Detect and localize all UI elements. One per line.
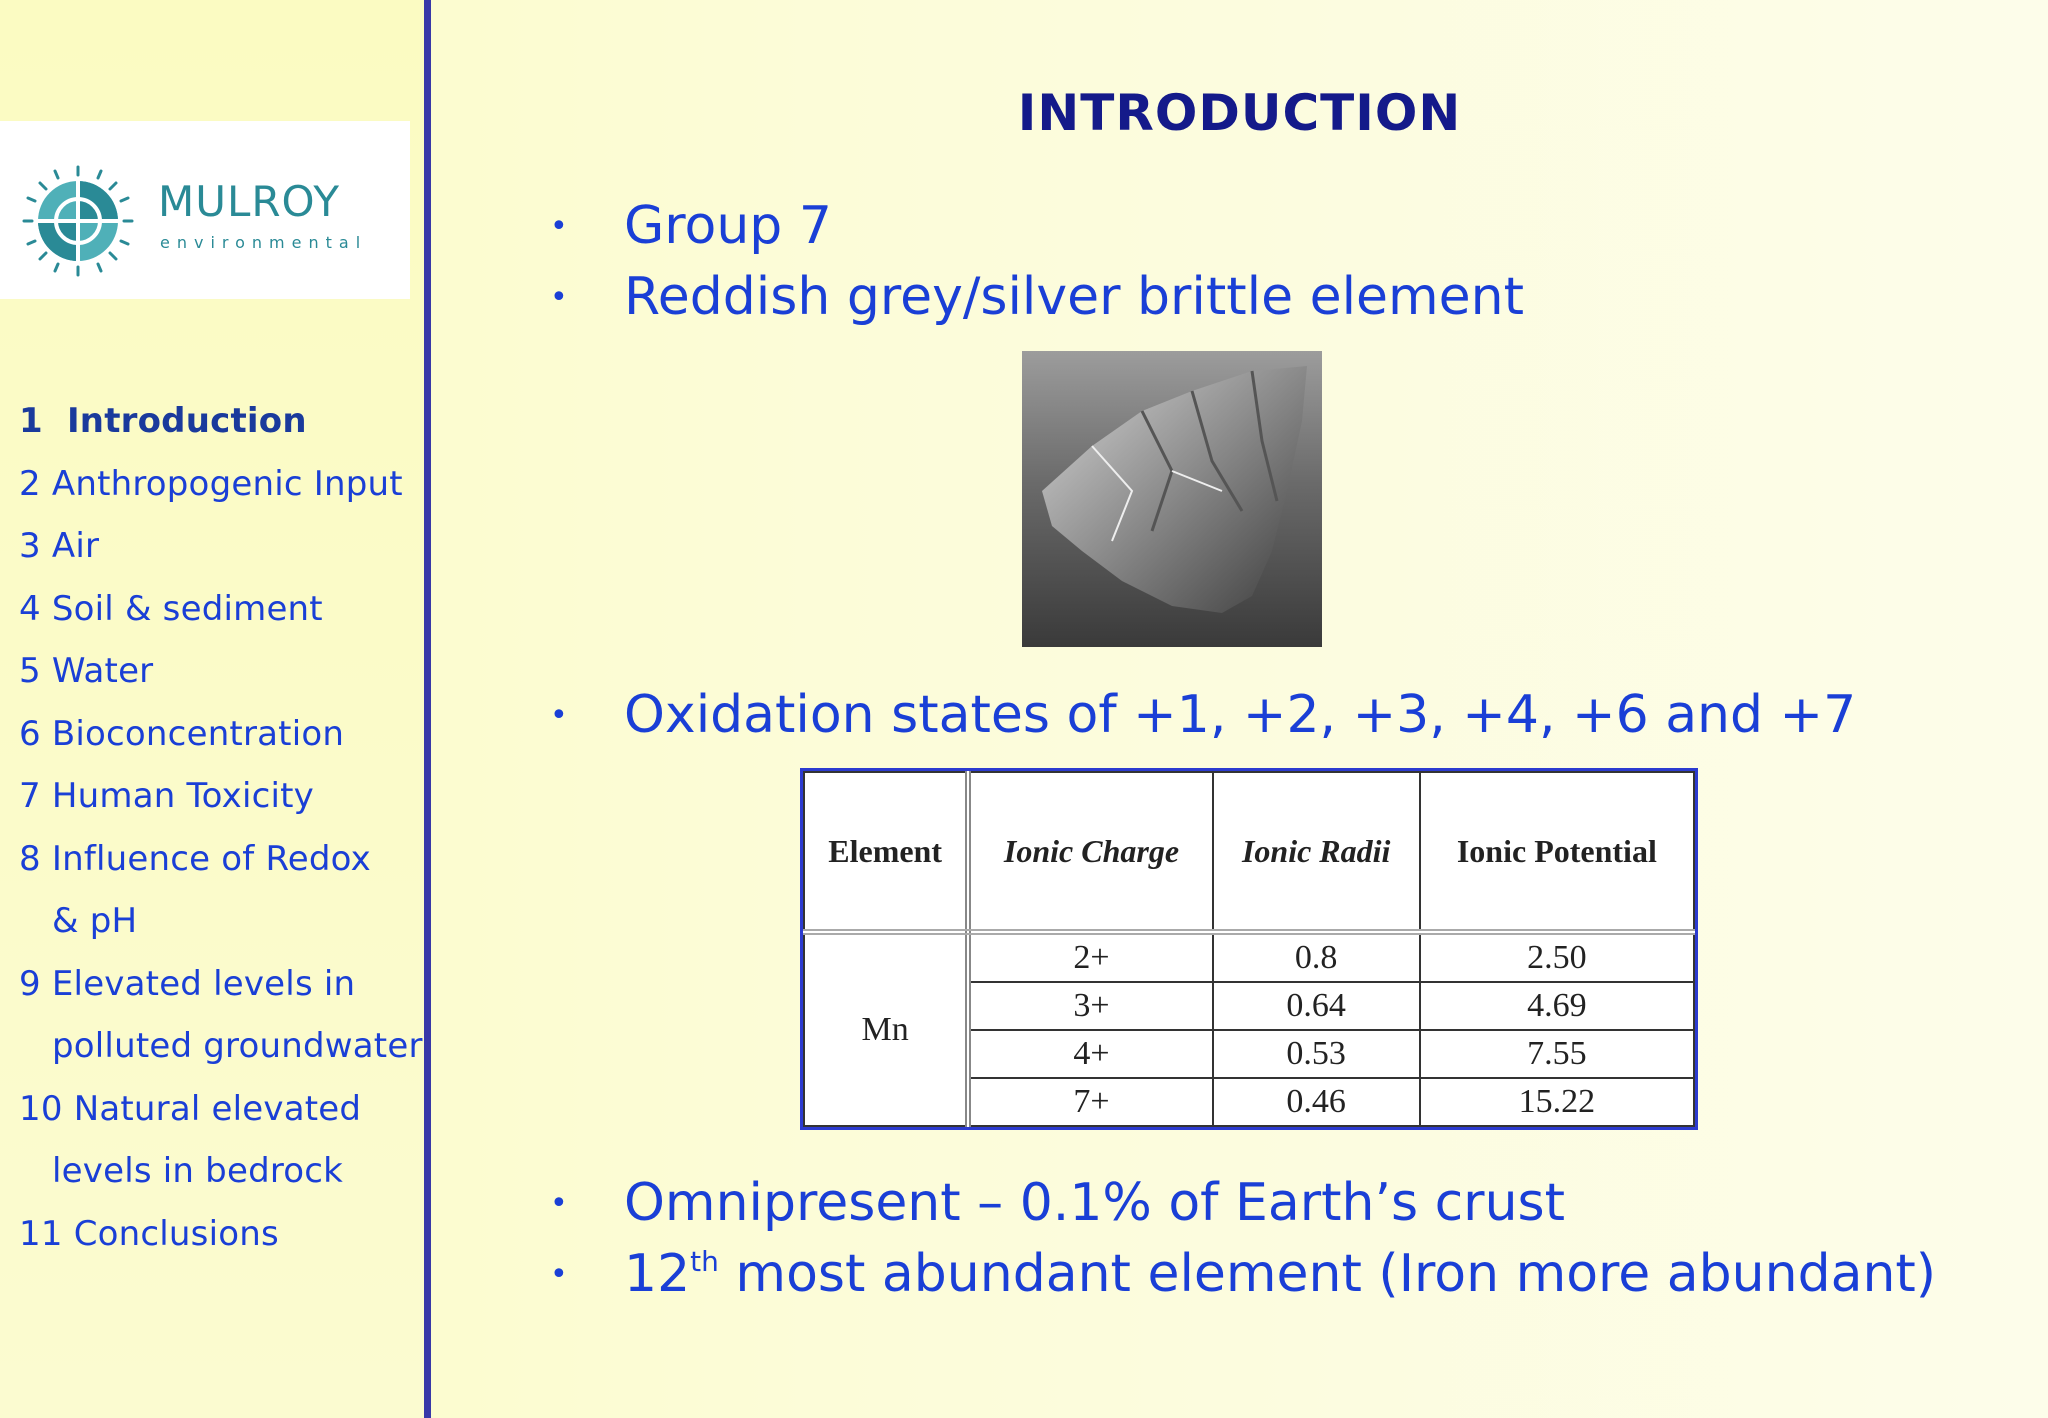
ionic-table [803, 771, 1695, 1127]
column-header-ionic-radii: Ionic Radii [1213, 772, 1420, 932]
mulroy-logo [0, 121, 410, 299]
bullet-text: Oxidation states of +1, +2, +3, +4, +6 and +7 [624, 685, 1857, 745]
table-cell: 15.22 [1420, 1078, 1694, 1126]
table-cell: 4+ [968, 1030, 1212, 1078]
manganese-rock-image [1022, 351, 1322, 647]
toc-item-number: 5 [19, 651, 41, 691]
toc-item-8[interactable] [19, 828, 423, 953]
bullet-glyph: • [550, 280, 568, 315]
table-cell: 0.8 [1213, 932, 1420, 982]
toc-item-label: Water [51, 651, 154, 691]
table-of-contents [19, 390, 423, 1265]
bullet-ordinal-suffix: th [690, 1245, 719, 1278]
bullet-list-bottom [550, 1168, 1936, 1310]
table-cell: 2+ [968, 932, 1212, 982]
toc-item-number: 1 [19, 401, 43, 441]
table-cell: 7+ [968, 1078, 1212, 1126]
toc-item-label-continued: polluted groundwater [52, 1026, 423, 1066]
sidebar [0, 0, 424, 1418]
toc-item-9[interactable] [19, 953, 423, 1078]
bullet-glyph: • [550, 209, 568, 244]
column-header-ionic-potential: Ionic Potential [1420, 772, 1694, 932]
toc-item-4[interactable] [19, 578, 423, 641]
table-body [804, 932, 1694, 1126]
toc-item-label: Air [51, 526, 100, 566]
column-header-ionic-charge: Ionic Charge [968, 772, 1212, 932]
toc-item-11[interactable] [19, 1203, 423, 1266]
toc-item-number: 11 [19, 1213, 63, 1254]
toc-item-number: 9 [19, 963, 41, 1004]
logo-globe-icon [22, 165, 134, 277]
bullet-item [550, 191, 1524, 262]
page-title: INTRODUCTION [1017, 84, 1462, 142]
bullet-number: 12 [624, 1244, 691, 1304]
table-cell: 0.46 [1213, 1078, 1420, 1126]
table-header-row [804, 772, 1694, 932]
column-header-element: Element [804, 772, 968, 932]
toc-item-5[interactable] [19, 640, 423, 703]
toc-item-label: Natural elevated [73, 1088, 362, 1129]
toc-item-number: 8 [19, 838, 41, 879]
logo-subtitle: environmental [160, 233, 368, 252]
table-cell: 0.64 [1213, 982, 1420, 1030]
bullet-glyph: • [550, 698, 568, 733]
toc-item-7[interactable] [19, 765, 423, 828]
sidebar-divider [424, 0, 431, 1418]
bullet-item [550, 680, 1856, 751]
table-cell: 7.55 [1420, 1030, 1694, 1078]
table-cell: 2.50 [1420, 932, 1694, 982]
toc-item-6[interactable] [19, 703, 423, 766]
toc-item-number: 4 [19, 588, 41, 629]
bullet-text: Group 7 [624, 196, 832, 256]
toc-item-label: Soil & sediment [51, 588, 323, 629]
toc-item-2[interactable] [19, 453, 423, 516]
toc-item-number: 6 [19, 713, 41, 754]
bullet-item [550, 1239, 1936, 1310]
bullet-glyph: • [550, 1186, 568, 1221]
bullet-list-middle [550, 680, 1856, 751]
toc-item-label-continued: levels in bedrock [52, 1151, 344, 1191]
toc-item-number: 3 [19, 526, 41, 566]
toc-item-label: Elevated levels in [51, 963, 356, 1004]
table-cell: 3+ [968, 982, 1212, 1030]
bullet-list-top [550, 191, 1524, 333]
toc-item-number: 10 [19, 1088, 63, 1129]
toc-item-10[interactable] [19, 1078, 423, 1203]
bullet-text: Omnipresent – 0.1% of Earth’s crust [624, 1173, 1566, 1233]
toc-item-label: Human Toxicity [51, 776, 314, 816]
toc-item-label: Influence of Redox [51, 838, 371, 879]
element-cell: Mn [804, 932, 968, 1126]
table-row [804, 932, 1694, 982]
bullet-text: most abundant element (Iron more abundant) [718, 1244, 1937, 1304]
toc-item-number: 2 [19, 463, 41, 504]
toc-item-label-continued: & pH [52, 901, 138, 941]
bullet-item [550, 1168, 1936, 1239]
manganese-sample-photo [1022, 351, 1322, 647]
bullet-item [550, 262, 1524, 333]
toc-item-label: Bioconcentration [51, 713, 345, 754]
bullet-glyph: • [550, 1257, 568, 1292]
toc-item-number: 7 [19, 776, 41, 816]
toc-item-label: Anthropogenic Input [51, 463, 403, 504]
toc-item-1[interactable] [19, 390, 423, 453]
table-cell: 4.69 [1420, 982, 1694, 1030]
bullet-text: Reddish grey/silver brittle element [624, 267, 1525, 327]
ionic-properties-table [800, 768, 1698, 1130]
logo-wordmark: MULROY [158, 177, 340, 226]
table-cell: 0.53 [1213, 1030, 1420, 1078]
toc-item-label: Introduction [66, 401, 307, 441]
toc-item-3[interactable] [19, 515, 423, 578]
toc-item-label: Conclusions [73, 1213, 279, 1254]
